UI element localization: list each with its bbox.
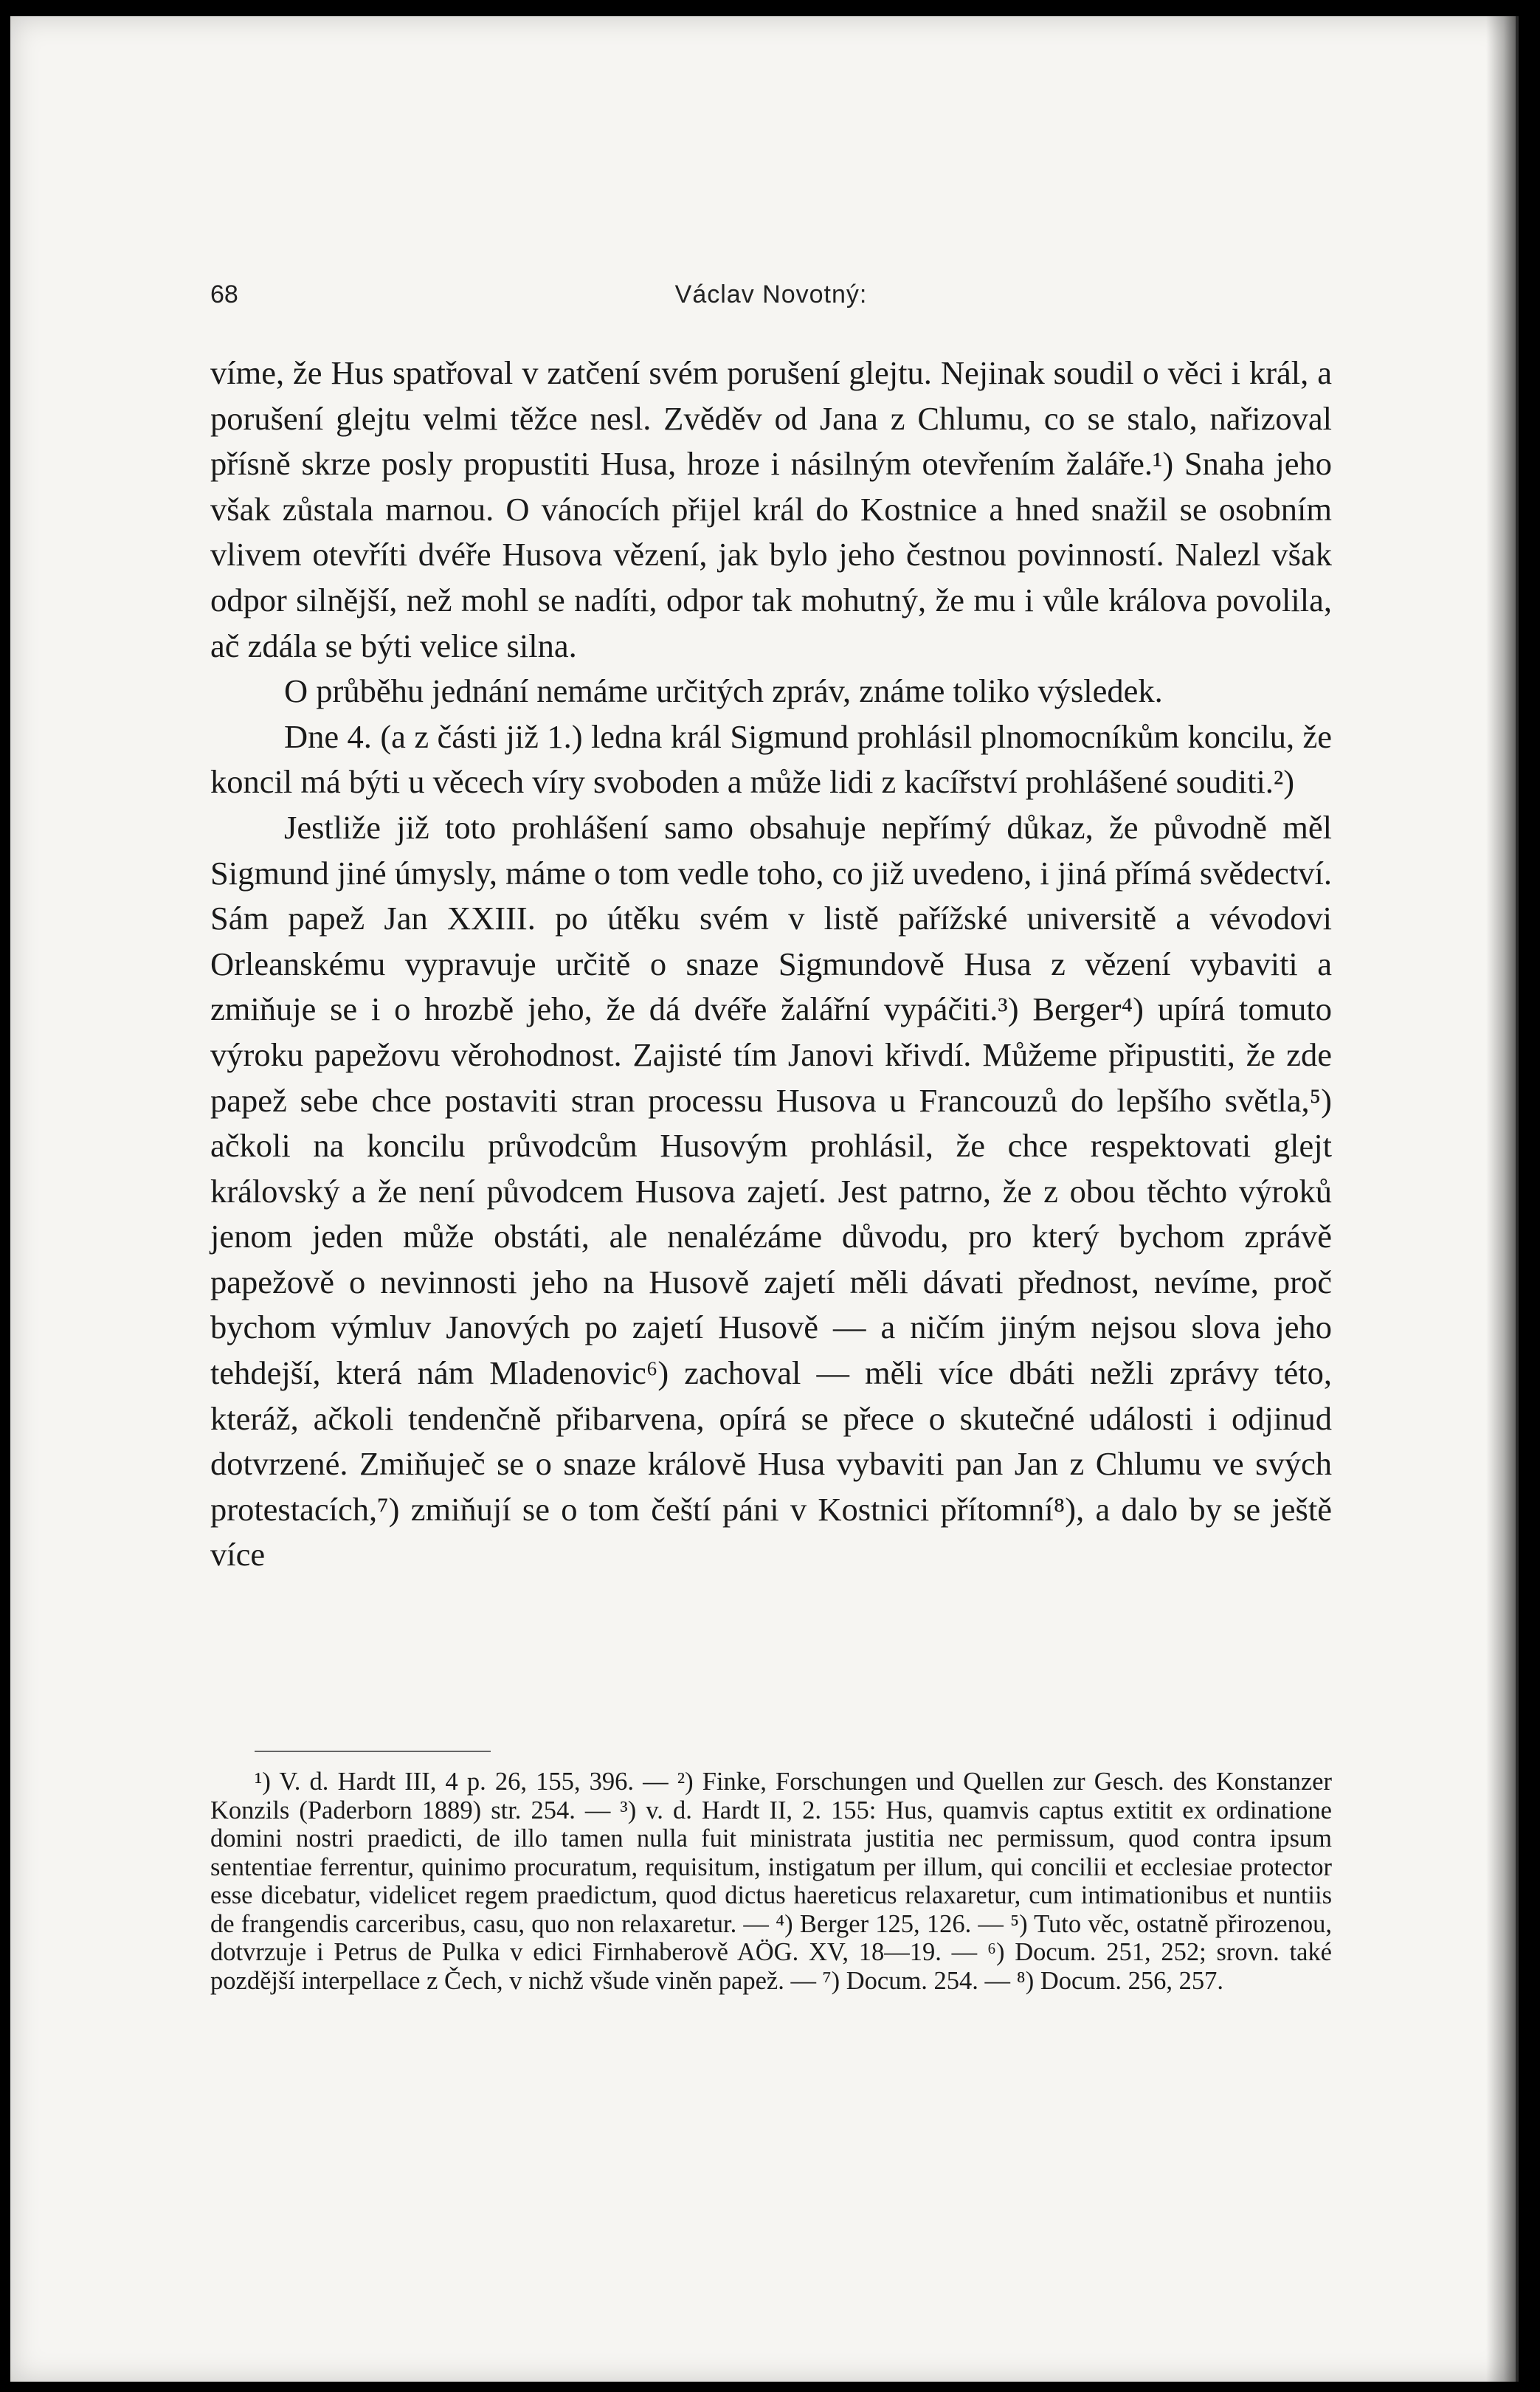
footnote-divider: [255, 1751, 491, 1752]
page-number: 68: [210, 280, 238, 309]
footnotes: [210, 1768, 1332, 1995]
main-text: [210, 351, 1332, 1578]
page-edge-shadow: [1486, 16, 1516, 2382]
paragraph: Jestliže již toto prohlášení samo obsahuje nepřímý důkaz, že původně měl Sigmund jiné úmysly, máme o tom vedle toho, co již uvedeno, i jiná přímá svědectví. Sám papež Jan XXIII. po útěku svém v listě pařížské universitě a vévodovi Orleanskému vypravuje určitě o snaze Sigmundově Husa z vězení vybaviti a zmiňuje se i o hrozbě jeho, že dá dvéře žalářní vypáčiti.³) Berger⁴) upírá tomuto výroku papežovu věrohodnost. Zajisté tím Janovi křivdí. Můžeme připustiti, že zde papež sebe chce postaviti stran processu Husova u Francouzů do lepšího světla,⁵) ačkoli na koncilu průvodcům Husovým prohlásil, že chce respektovati glejt královský a že není původcem Husova zajetí. Jest patrno, že z obou těchto výroků jenom jeden může obstáti, ale nenalézáme důvodu, pro který bychom zprávě papežově o nevinnosti jeho na Husově zajetí měli dávati přednost, nevíme, proč bychom výmluv Janových po zajetí Husově — a ničím jiným nejsou slova jeho tehdejší, která nám Mladenovic⁶) zachoval — měli více dbáti nežli zprávy této, kteráž, ačkoli tendenčně přibarvena, opírá se přece o skutečné události i odjinud dotvrzené. Zmiňuječ se o snaze královĕ Husa vybaviti pan Jan z Chlumu ve svých protestacích,⁷) zmiňují se o tom čeští páni v Kostnici přítomní⁸), a dalo by se ještě více: [210, 808, 1332, 1574]
page-header: [210, 280, 1332, 325]
paragraph: víme, že Hus spatřoval v zatčení svém porušení glejtu. Nejinak soudil o věci i král, a porušení glejtu velmi těžce nesl. Zvěděv od Jana z Chlumu, co se stalo, nařizoval přísně skrze posly propustiti Husa, hroze i násilným otevřením žaláře.¹) Snaha jeho však zůstala marnou. O vánocích přijel král do Kostnice a hned snažil se osobním vlivem otevříti dvéře Husova vězení, jak bylo jeho čestnou povinností. Nalezl však odpor silnější, než mohl se nadíti, odpor tak mohutný, že mu i vůle králova povolila, ač zdála se býti velice silna.: [210, 354, 1332, 664]
paragraph: O průběhu jednání nemáme určitých zpráv, známe toliko výsledek.: [284, 672, 1163, 710]
paragraph: Dne 4. (a z části již 1.) ledna král Sigmund prohlásil plnomocníkům koncilu, že koncil má býti u věcech víry svoboden a může lidi z kacířství prohlášené souditi.²): [210, 717, 1332, 801]
running-head: Václav Novotný:: [674, 280, 868, 309]
footnote-text: ¹) V. d. Hardt III, 4 p. 26, 155, 396. — ²) Finke, Forschungen und Quellen zur Gesch. des Konstanzer Konzils (Paderborn 1889) str. 254. — ³) v. d. Hardt II, 2. 155: Hus, quamvis captus extitit ex ordinatione domini nostri praedicti, de illo tamen nulla fuit ministrata justitia nec permissum, quod contra ipsum sententiae ferrentur, quinimo procuratum, requisitum, instigatum per illum, qui concilii et ecclesiae protector esse dicebatur, videlicet regem praedictum, quod dictus haereticus relaxaretur, cum intimationibus et nuntiis de frangendis carceribus, casu, quo non relaxaretur. — ⁴) Berger 125, 126. — ⁵) Tuto věc, ostatně přirozenou, dotvrzuje i Petrus de Pulka v edici Firnhaberově AÖG. XV, 18—19. — ⁶) Docum. 251, 252; srovn. také pozdější interpellace z Čech, v nichž všude viněn papež. — ⁷) Docum. 254. — ⁸) Docum. 256, 257.: [210, 1768, 1332, 1995]
